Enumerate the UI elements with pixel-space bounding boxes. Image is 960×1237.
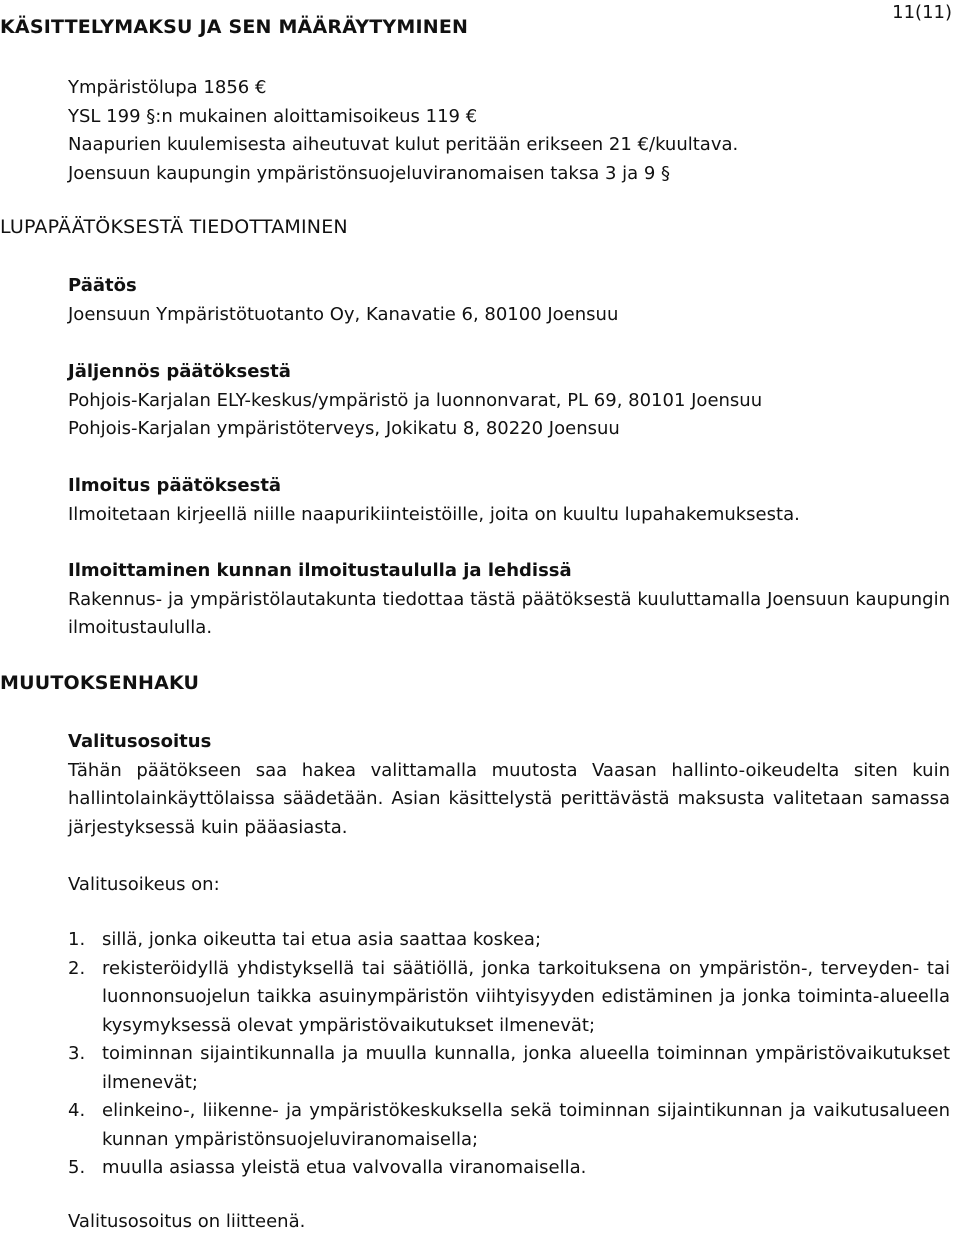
copy-section: [68, 358, 960, 444]
list-item: [68, 1154, 954, 1183]
list-number: 5.: [68, 1157, 86, 1178]
decision-title: Päätös: [68, 275, 137, 296]
list-text: toiminnan sijaintikunnalla ja muulla kunnalla, jonka alueella toiminnan ympäristövaikutukset ilmenevät;: [102, 1043, 950, 1093]
appeal-heading: MUUTOKSENHAKU: [0, 672, 200, 694]
list-item: [68, 1097, 954, 1154]
appeal-right-label-text: Valitusoikeus on:: [68, 874, 220, 895]
list-item: [68, 955, 954, 1041]
attachment-note-text: Valitusosoitus on liitteenä.: [68, 1211, 306, 1232]
fee-heading: KÄSITTELYMAKSU JA SEN MÄÄRÄYTYMINEN: [0, 16, 469, 38]
list-text: sillä, jonka oikeutta tai etua asia saattaa koskea;: [102, 929, 542, 950]
copy-line: Pohjois-Karjalan ELY-keskus/ympäristö ja luonnonvarat, PL 69, 80101 Joensuu: [68, 389, 763, 411]
list-text: rekisteröidyllä yhdistyksellä tai säätiöllä, jonka tarkoituksena on ympäristön-, terveyden- tai luonnonsuojelun taikka asuinympäristön viihtyisyyden edistäminen ja jonka toiminta-alueella kysymyksessä olevat ympäristövaikutukset ilmenevät;: [102, 957, 950, 1036]
copy-line: Pohjois-Karjalan ympäristöterveys, Jokikatu 8, 80220 Joensuu: [68, 418, 620, 439]
public-notice-section: [68, 557, 954, 643]
announcement-section: [68, 472, 960, 529]
attachment-note: [68, 1208, 960, 1237]
public-notice-title: Ilmoittaminen kunnan ilmoitustaululla ja lehdissä: [68, 560, 572, 581]
list-item: [68, 1040, 954, 1097]
list-number: 2.: [68, 957, 86, 979]
appeal-section: [68, 728, 954, 842]
fee-line: Naapurien kuulemisesta aiheutuvat kulut peritään erikseen 21 €/kuultava.: [68, 134, 739, 155]
notice-heading: LUPAPÄÄTÖKSESTÄ TIEDOTTAMINEN: [0, 216, 348, 238]
decision-section: [68, 272, 960, 329]
fee-line: Ympäristölupa 1856 €: [68, 77, 267, 98]
appeal-rights-list: [68, 926, 954, 1183]
fee-line: YSL 199 §:n mukainen aloittamisoikeus 119 €: [68, 105, 478, 127]
appeal-right-label: [68, 871, 960, 900]
appeal-text: Tähän päätökseen saa hakea valittamalla muutosta Vaasan hallinto-oikeudelta siten kuin hallintolainkäyttölaissa säädetään. Asian käsittelystä perittävästä maksusta valitetaan samassa järjestyksessä kuin pääasiasta.: [68, 759, 950, 838]
fee-lines: [68, 74, 960, 188]
announcement-text: Ilmoitetaan kirjeellä niille naapurikiinteistöille, joita on kuultu lupahakemuksesta.: [68, 503, 800, 525]
copy-title: Jäljennös päätöksestä: [68, 361, 291, 382]
list-text: elinkeino-, liikenne- ja ympäristökeskuksella sekä toiminnan sijaintikunnan ja vaikutusalueen kunnan ympäristönsuojeluviranomaisella;: [102, 1100, 950, 1150]
list-number: 3.: [68, 1043, 86, 1064]
decision-line: Joensuun Ympäristötuotanto Oy, Kanavatie 6, 80100 Joensuu: [68, 303, 619, 325]
list-text: muulla asiassa yleistä etua valvovalla viranomaisella.: [102, 1157, 587, 1178]
list-number: 1.: [68, 929, 86, 950]
page-number: 11(11): [892, 2, 952, 23]
public-notice-text: Rakennus- ja ympäristölautakunta tiedottaa tästä päätöksestä kuuluttamalla Joensuun kaupungin ilmoitustaululla.: [68, 588, 950, 638]
appeal-title: Valitusosoitus: [68, 731, 212, 752]
fee-line: Joensuun kaupungin ympäristönsuojeluviranomaisen taksa 3 ja 9 §: [68, 162, 671, 184]
list-number: 4.: [68, 1100, 86, 1121]
list-item: [68, 926, 954, 955]
announcement-title: Ilmoitus päätöksestä: [68, 475, 282, 496]
